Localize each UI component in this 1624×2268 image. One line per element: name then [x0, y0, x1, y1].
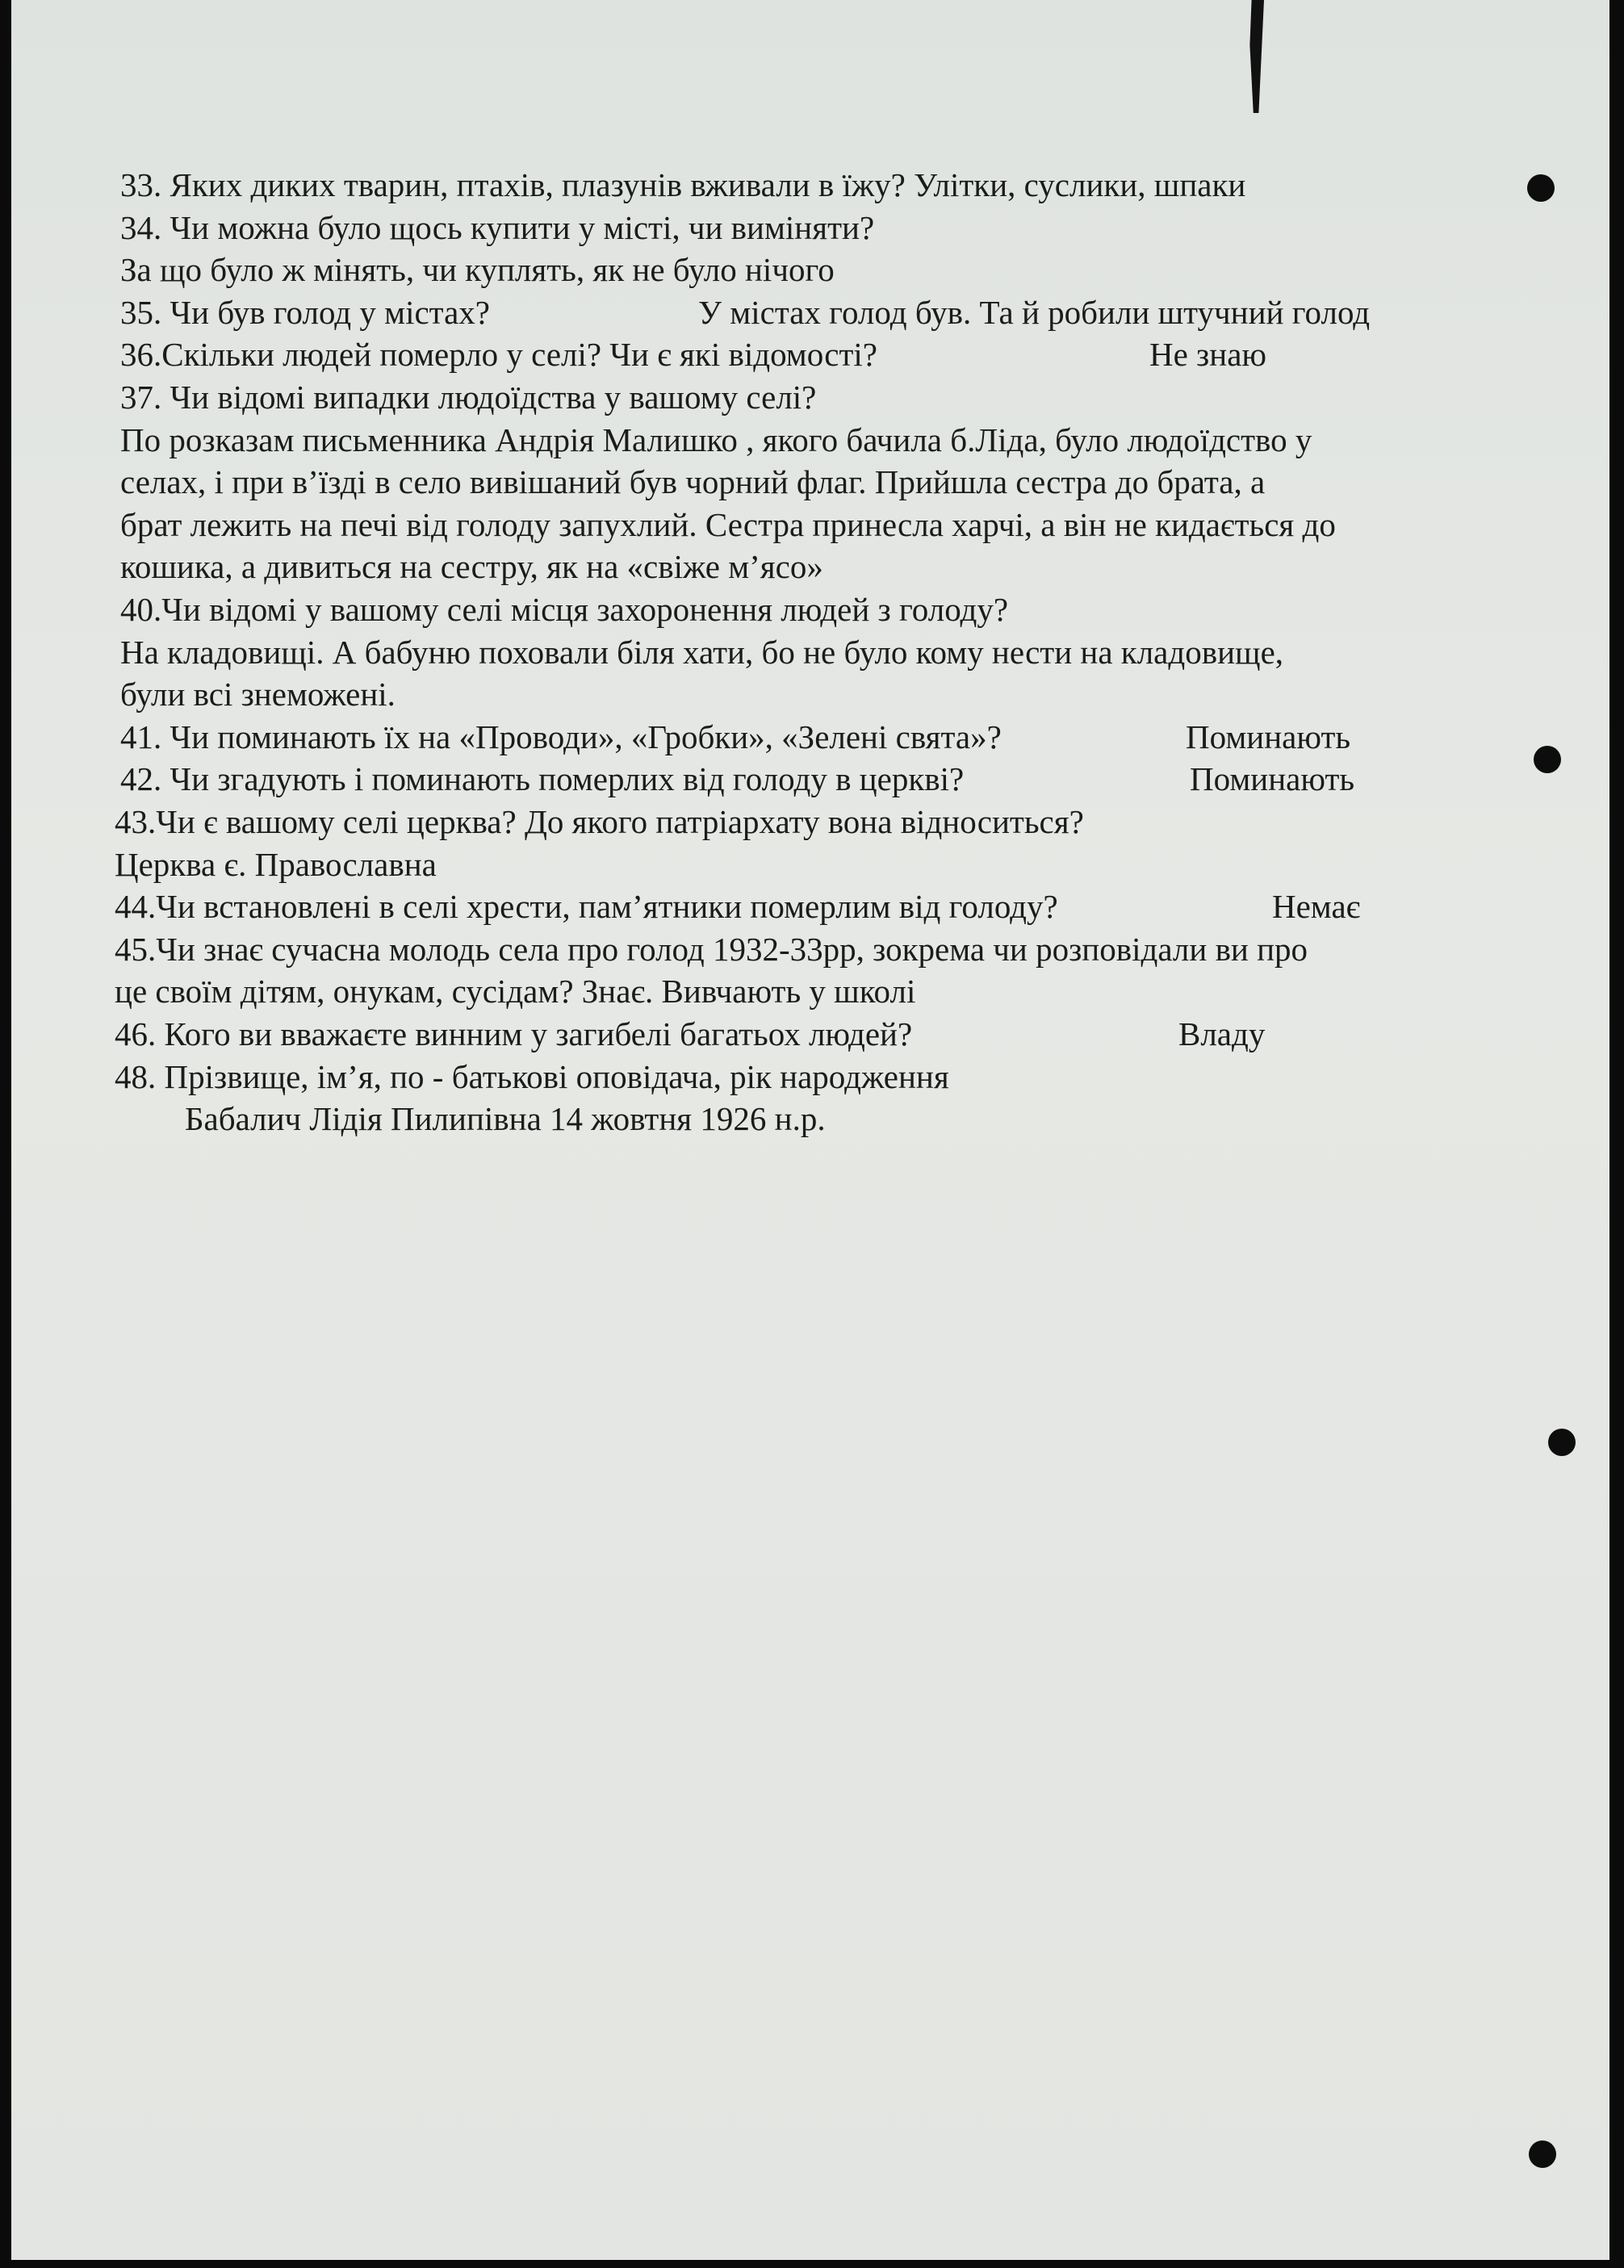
answer-40-line: На кладовищі. А бабуню поховали біля хати, бо не було кому нести на кладовище, — [120, 634, 1284, 671]
scan-mark — [1246, 0, 1264, 113]
question-36: 36.Скільки людей померло у селі? Чи є які відомості? — [120, 336, 877, 373]
question-37: 37. Чи відомі випадки людоїдства у вашому селі? — [120, 379, 817, 416]
question-33: 33. Яких диких тварин, птахів, плазунів вживали в їжу? Улітки, суслики, шпаки — [120, 166, 1246, 203]
question-35: 35. Чи був голод у містах? — [120, 294, 490, 331]
answer-48: Бабалич Лідія Пилипівна 14 жовтня 1926 н.р. — [185, 1100, 826, 1137]
question-44: 44.Чи встановлені в селі хрести, пам’ятники померлим від голоду? — [115, 888, 1058, 925]
punch-hole — [1529, 2140, 1556, 2168]
punch-hole — [1534, 746, 1561, 773]
question-40: 40.Чи відомі у вашому селі місця захоронення людей з голоду? — [120, 591, 1009, 628]
answer-35: У містах голод був. Та й робили штучний голод — [698, 294, 1371, 331]
document-page — [11, 0, 1609, 2260]
answer-43: Церква є. Православна — [115, 846, 437, 883]
answer-42: Поминають — [1190, 760, 1355, 797]
question-41: 41. Чи поминають їх на «Проводи», «Гробки», «Зелені свята»? — [120, 718, 1002, 755]
answer-37-line: селах, і при в’їзді в село вивішаний був чорний флаг. Прийшла сестра до брата, а — [120, 463, 1266, 500]
answer-45: це своїм дітям, онукам, сусідам? Знає. Вивчають у школі — [115, 973, 916, 1010]
question-45: 45.Чи знає сучасна молодь села про голод 1932-33рр, зокрема чи розповідали ви про — [115, 931, 1308, 968]
question-48: 48. Прізвище, ім’я, по - батькові оповідача, рік народження — [115, 1058, 949, 1095]
question-43: 43.Чи є вашому селі церква? До якого патріархату вона відноситься? — [115, 803, 1084, 840]
question-42: 42. Чи згадують і поминають померлих від голоду в церкві? — [120, 760, 965, 797]
answer-44: Немає — [1272, 888, 1361, 925]
answer-37-line: кошика, а дивиться на сестру, як на «свіже м’ясо» — [120, 548, 823, 585]
answer-37-line: брат лежить на печі від голоду запухлий. Сестра принесла харчі, а він не кидається до — [120, 506, 1336, 543]
answer-34: За що було ж мінять, чи куплять, як не було нічого — [120, 251, 835, 288]
punch-hole — [1527, 174, 1555, 202]
question-46: 46. Кого ви вважаєте винним у загибелі багатьох людей? — [115, 1015, 913, 1052]
answer-36: Не знаю — [1149, 336, 1267, 373]
answer-46: Владу — [1178, 1015, 1266, 1052]
answer-41: Поминають — [1186, 718, 1351, 755]
answer-37-line: По розказам письменника Андрія Малишко , якого бачила б.Ліда, було людоїдство у — [120, 421, 1312, 458]
answer-40-line: були всі знеможені. — [120, 676, 396, 713]
question-34: 34. Чи можна було щось купити у місті, чи виміняти? — [120, 209, 875, 246]
punch-hole — [1548, 1429, 1576, 1456]
